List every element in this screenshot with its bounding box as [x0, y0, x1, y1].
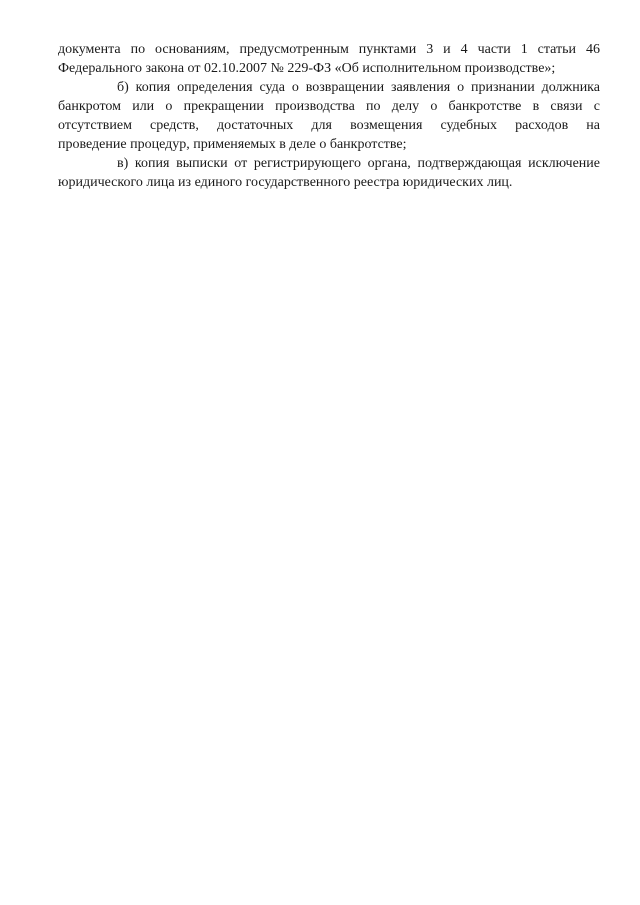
paragraph-item-v — [58, 154, 600, 192]
text-line: проведение процедур, применяемых в деле о банкротстве; — [58, 137, 407, 152]
text-line: банкротом или о прекращении производства по делу о банкротстве в связи с — [58, 99, 600, 114]
document-body — [58, 40, 600, 192]
text-line: юридического лица из единого государственного реестра юридических лиц. — [58, 175, 513, 190]
text-line: документа по основаниям, предусмотренным пунктами 3 и 4 части 1 статьи 46 — [58, 42, 600, 57]
text-line: в) копия выписки от регистрирующего органа, подтверждающая исключение — [117, 156, 600, 171]
text-line: отсутствием средств, достаточных для возмещения судебных расходов на — [58, 118, 600, 133]
paragraph-continuation — [58, 40, 600, 78]
text-line: Федерального закона от 02.10.2007 № 229-ФЗ «Об исполнительном производстве»; — [58, 61, 556, 76]
text-line: б) копия определения суда о возвращении заявления о признании должника — [117, 80, 600, 95]
paragraph-item-b — [58, 78, 600, 154]
